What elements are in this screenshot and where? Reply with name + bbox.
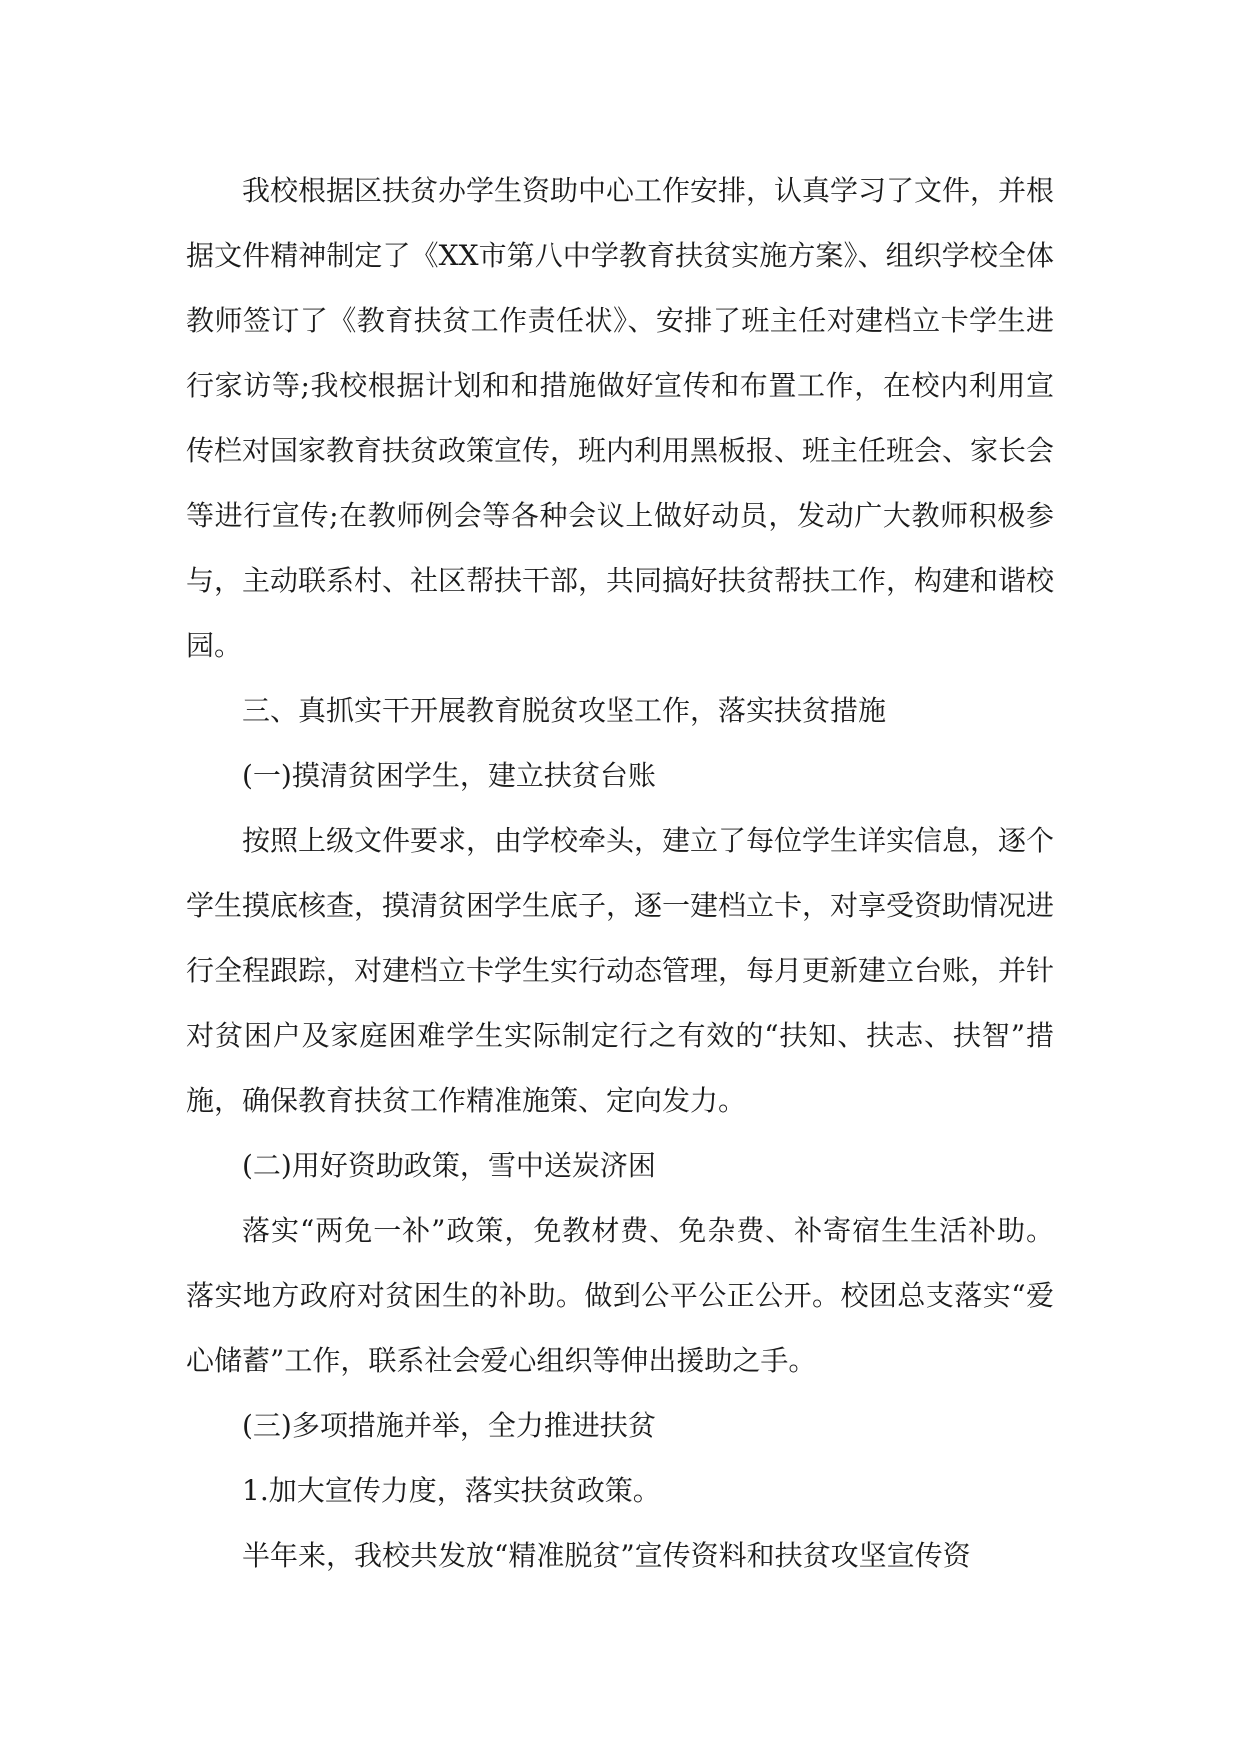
subsection-heading: (三)多项措施并举，全力推进扶贫	[242, 1409, 656, 1442]
section-heading: 三、真抓实干开展教育脱贫攻坚工作，落实扶贫措施	[242, 694, 887, 727]
subsection-heading: (二)用好资助政策，雪中送炭济困	[242, 1149, 656, 1182]
item-heading: 1.加大宣传力度，落实扶贫政策。	[242, 1474, 661, 1507]
paragraph: 我校根据区扶贫办学生资助中心工作安排，认真学习了文件，并根据文件精神制定了《XX市第八中学教育扶贫实施方案》、组织学校全体教师签订了《教育扶贫工作责任状》、安排了班主任对建档立卡学生进行家访等;我校根据计划和和措施做好宣传和布置工作，在校内利用宣传栏对国家教育扶贫政策宣传，班内利用黑板报、班主任班会、家长会等进行宣传;在教师例会等各种会议上做好动员，发动广大教师积极参与，主动联系村、社区帮扶干部，共同搞好扶贫帮扶工作，构建和谐校园。	[186, 174, 1055, 662]
paragraph: 半年来，我校共发放“精准脱贫”宣传资料和扶贫攻坚宣传资	[242, 1539, 971, 1572]
document-body	[186, 158, 1054, 1588]
paragraph: 按照上级文件要求，由学校牵头，建立了每位学生详实信息，逐个学生摸底核查，摸清贫困学生底子，逐一建档立卡，对享受资助情况进行全程跟踪，对建档立卡学生实行动态管理，每月更新建立台账，并针对贫困户及家庭困难学生实际制定行之有效的“扶知、扶志、扶智”措施，确保教育扶贫工作精准施策、定向发力。	[186, 824, 1055, 1117]
paragraph: 落实“两免一补”政策，免教材费、免杂费、补寄宿生生活补助。落实地方政府对贫困生的补助。做到公平公正公开。校团总支落实“爱心储蓄”工作，联系社会爱心组织等伸出援助之手。	[186, 1214, 1054, 1377]
subsection-heading: (一)摸清贫困学生，建立扶贫台账	[242, 759, 656, 792]
